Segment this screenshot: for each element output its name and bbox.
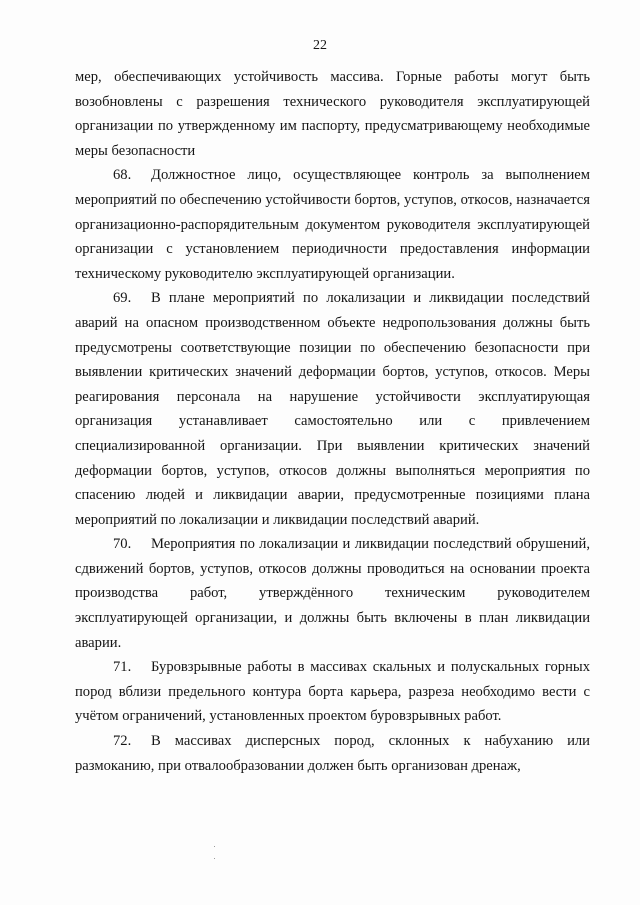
- paragraph-text: мер, обеспечивающих устойчивость массива. Горные работы могут быть возобновлены с разрешения технического руководителя эксплуатирующей организации по утвержденному им паспорту, предусматривающему необходимые меры безопасности: [75, 69, 590, 159]
- paragraph-text: Мероприятия по локализации и ликвидации последствий обрушений, сдвижений бортов, уступов, откосов должны проводиться на основании проекта производства работ, утверждённого техническим руководителем эксплуатирующей организации, и должны быть включены в план ликвидации аварии.: [75, 536, 590, 651]
- paragraph-number: 72.: [113, 733, 132, 750]
- paragraph-69: [75, 286, 590, 532]
- paragraph-text: В плане мероприятий по локализации и ликвидации последствий аварий на опасном производственном объекте недропользования должны быть предусмотрены соответствующие позиции по обеспечению безопасности при выявлении критических значений деформации бортов, уступов, откосов. Меры реагирования персонала на нарушение устойчивости эксплуатирующая организация устанавливает самостоятельно или с привлечением специализированной организации. При выявлении критических значений деформации бортов, уступов, откосов должны выполняться мероприятия по спасению людей и ликвидации аварии, предусмотренные позициями плана мероприятий по локализации и ликвидации последствий аварий.: [75, 290, 590, 528]
- paragraph-text: Должностное лицо, осуществляющее контроль за выполнением мероприятий по обеспечению устойчивости бортов, уступов, откосов, назначается организационно-распорядительным документом руководителя эксплуатирующей организации с установлением периодичности предоставления информации техническому руководителю эксплуатирующей организации.: [75, 167, 590, 282]
- page-body: [75, 65, 590, 778]
- scan-speck: [214, 846, 215, 847]
- page-number: 22: [313, 38, 327, 53]
- paragraph-71: [75, 655, 590, 729]
- paragraph-number: 68.: [113, 167, 132, 184]
- paragraph-72: [75, 729, 590, 778]
- paragraph-number: 71.: [113, 659, 132, 676]
- paragraph-text: Буровзрывные работы в массивах скальных и полускальных горных пород вблизи предельного контура борта карьера, разреза необходимо вести с учётом ограничений, установленных проектом буровзрывных работ.: [75, 659, 590, 725]
- paragraph-continuation: [75, 65, 590, 163]
- scan-speck: [214, 858, 215, 859]
- paragraph-number: 69.: [113, 290, 132, 307]
- paragraph-70: [75, 532, 590, 655]
- paragraph-number: 70.: [113, 536, 132, 553]
- paragraph-68: [75, 163, 590, 286]
- paragraph-text: В массивах дисперсных пород, склонных к набуханию или размоканию, при отвалообразовании должен быть организован дренаж,: [75, 733, 590, 774]
